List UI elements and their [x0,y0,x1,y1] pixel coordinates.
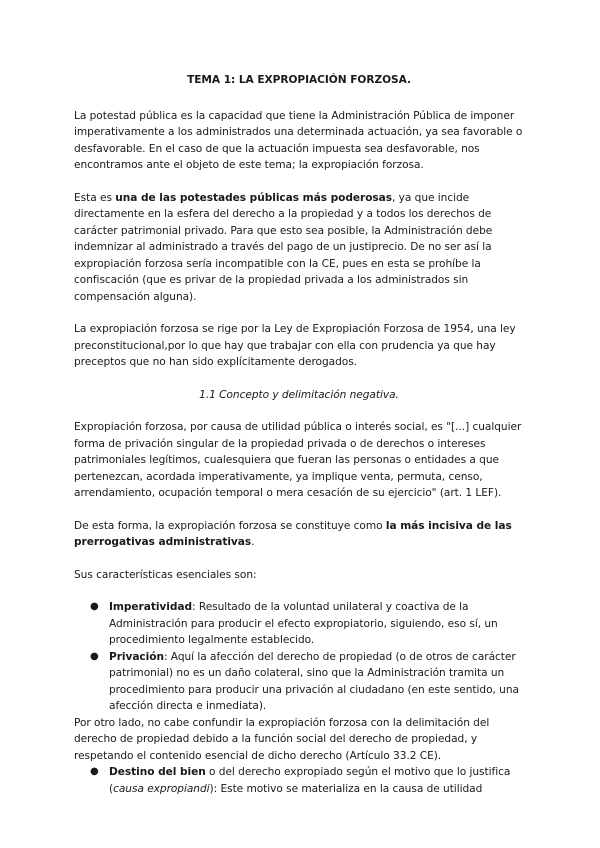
paragraph-text: Esta es [74,191,116,204]
characteristics-list-continued [74,764,524,797]
bullet-icon: ● [90,650,99,662]
paragraph-text: , ya que incide directamente en la esfera del derecho a la propiedad y a todos los derechos de carácter patrimonial privado. Para que esto sea posible, la Administración debe indemnizar al administrado a través del pago de un justiprecio. De no ser así la expropiación forzosa sería incompatible con la CE, pues en esta se prohíbe la confiscación (que es privar de la propiedad privada a los administrados sin compensación alguna). [74,191,493,303]
paragraph-caracteristicas: Sus características esenciales son: [74,568,257,581]
document-body [74,72,524,797]
paragraph-prerrogativas [74,518,524,551]
bullet-icon: ● [90,601,99,612]
document-title: TEMA 1: LA EXPROPIACIÓN FORZOSA. [187,74,411,86]
list-item [74,599,524,649]
list-item [74,764,524,797]
list-item-term: Privación [109,650,164,663]
paragraph-delimitacion: Por otro lado, no cabe confundir la expropiación forzosa con la delimitación del derecho de propiedad debido a la función social del derecho de propiedad, y respetando el contenido esencial de dicho derecho (Artículo 33.2 CE). [74,716,490,762]
bullet-icon: ● [90,766,99,777]
paragraph-text: . [251,536,255,548]
list-item [74,649,524,715]
list-item-term: Imperatividad [109,601,193,613]
list-item-text: ): Este motivo se materializa en la causa de utilidad [209,782,483,795]
bold-phrase: una de las potestades públicas más poderosas [115,191,393,204]
section-title: 1.1 Concepto y delimitación negativa. [199,388,399,401]
paragraph-ley: La expropiación forzosa se rige por la Ley de Expropiación Forzosa de 1954, una ley preconstitucional,por lo que hay que trabajar con ella con prudencia ya que hay preceptos que no han sido explícitamente derogados. [74,323,516,368]
italic-term: causa expropiandi [113,782,210,795]
paragraph-text: De esta forma, la expropiación forzosa se constituye como [74,519,386,532]
list-item-text: : Aquí la afección del derecho de propiedad (o de otros de carácter patrimonial) no es un daño colateral, sino que la Administración tramita un procedimiento para producir una privación al ciudadano (en este sentido, una afección directa e inmediata). [109,650,519,712]
list-item-text: o del derecho expropiado según el motivo que lo justifica ( [109,766,511,795]
bold-phrase: la más incisiva de las prerrogativas administrativas [74,519,512,548]
paragraph-definicion: Expropiación forzosa, por causa de utilidad pública o interés social, es "[...] cualquier forma de privación singular de la propiedad privada o de derechos o intereses patrimoniales legítimos, cualesquiera que fueran las personas o entidades a que pertenezcan, acordada imperativamente, ya implique venta, permuta, censo, arrendamiento, ocupación temporal o mera cesación de su ejercicio" (art. 1 LEF). [74,421,522,499]
paragraph-potestades-poderosas [74,190,524,306]
list-item-text: : Resultado de la voluntad unilateral y coactiva de la Administración para producir el efecto expropiatorio, siguiendo, eso sí, un procedimiento legalmente establecido. [109,601,498,646]
paragraph-potestad: La potestad pública es la capacidad que tiene la Administración Pública de imponer imperativamente a los administrados una determinada actuación, ya sea favorable o desfavorable. En el caso de que la actuación impuesta sea desfavorable, nos encontramos ante el objeto de este tema; la expropiación forzosa. [74,109,523,171]
list-item-term: Destino del bien [109,766,206,778]
characteristics-list [74,599,524,715]
